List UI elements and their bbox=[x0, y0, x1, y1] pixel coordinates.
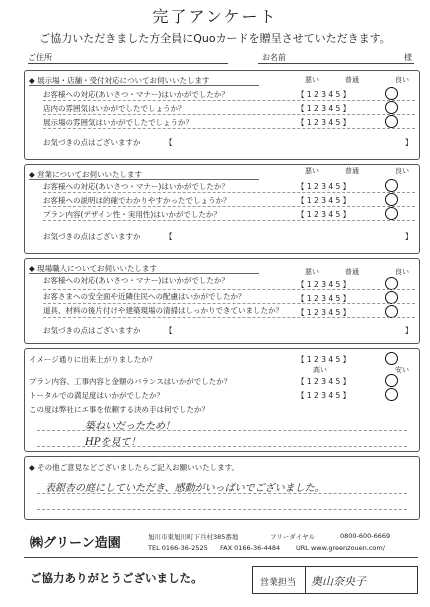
company-logo: ㈱グリーン造園 bbox=[30, 536, 121, 551]
section-showroom bbox=[24, 70, 420, 160]
rating-scale[interactable]: 【 1 2 3 4 5 】 bbox=[297, 90, 351, 99]
rating-selected-mark bbox=[385, 193, 398, 206]
question: この度は弊社にエ事を依頼する決め手は何でしたか？ bbox=[29, 405, 209, 414]
sales-rep-label: 営業担当 bbox=[260, 578, 297, 588]
section-heading: ◆ 営業についてお伺いいたします bbox=[29, 170, 143, 179]
scale-bad-label: 悪い bbox=[305, 76, 319, 84]
question: プラン内容、工事内容と金額のバランスはいかがでしたか？ bbox=[29, 377, 232, 386]
survey-title: 完了アンケート bbox=[152, 7, 278, 26]
handwritten-answer: HPを見て！ bbox=[85, 437, 141, 448]
scale-normal-label: 普通 bbox=[345, 268, 359, 276]
rating-scale[interactable]: 【 1 2 3 4 5 】 bbox=[297, 104, 351, 113]
question: 道具、材料の後片付けや建築現場の清掃はしっかりできていましたか？ bbox=[43, 306, 283, 315]
scale-good-label: 良い bbox=[395, 167, 409, 175]
rating-scale[interactable]: 【 1 2 3 4 5 】 bbox=[297, 391, 351, 400]
scale-normal-label: 普通 bbox=[345, 76, 359, 84]
scale-good-label: 良い bbox=[395, 76, 409, 84]
freedial-number: 0800-600-6669 bbox=[340, 532, 391, 540]
scale-bad-label: 悪い bbox=[305, 167, 319, 175]
address-line[interactable] bbox=[28, 63, 228, 64]
freedial-label: フリーダイヤル bbox=[270, 533, 316, 541]
tel-number: TEL 0166-36-2525 bbox=[148, 544, 208, 552]
fax-number: FAX 0166-36-4484 bbox=[220, 544, 281, 552]
rating-selected-mark bbox=[385, 179, 398, 192]
section-craftsmen bbox=[24, 258, 420, 344]
rating-selected-mark bbox=[385, 207, 398, 220]
rating-selected-mark bbox=[385, 101, 398, 114]
name-line[interactable] bbox=[258, 63, 414, 64]
rating-selected-mark bbox=[385, 352, 398, 365]
scale-normal-label: 普通 bbox=[345, 167, 359, 175]
question: お客さまへの安全面や近隣住民への配慮はいかがでしたか？ bbox=[43, 292, 246, 301]
remarks-bracket-close: 】 bbox=[405, 138, 413, 147]
thanks-message: ご協力ありがとうございました。 bbox=[30, 571, 203, 585]
question: プラン内容(デザイン性・実用性)はいかがでしたか？ bbox=[43, 210, 221, 219]
rating-scale[interactable]: 【 1 2 3 4 5 】 bbox=[297, 294, 351, 303]
remarks-bracket-open: 【 bbox=[165, 232, 173, 241]
rating-scale[interactable]: 【 1 2 3 4 5 】 bbox=[297, 355, 351, 364]
sales-rep-box bbox=[252, 566, 418, 594]
question: お客様への対応(あいさつ・マナー)はいかがでしたか？ bbox=[43, 182, 229, 191]
rating-scale[interactable]: 【 1 2 3 4 5 】 bbox=[297, 182, 351, 191]
section-heading: ◆ 現場職人についてお伺いいたします bbox=[29, 264, 158, 273]
question: お客様への対応(あいさつ・マナー)はいかがでしたか？ bbox=[43, 276, 229, 285]
name-label: お名前 bbox=[262, 53, 286, 62]
scale-good-label: 良い bbox=[395, 268, 409, 276]
rating-scale[interactable]: 【 1 2 3 4 5 】 bbox=[297, 377, 351, 386]
question: お客様への対応(あいさつ・マナー)はいかがでしたか？ bbox=[43, 90, 229, 99]
handwritten-answer: 築ねいだったため！ bbox=[85, 421, 175, 432]
question: 展示場の雰囲気はいかがでしたでしょうか？ bbox=[43, 118, 193, 127]
section-overall bbox=[24, 348, 420, 452]
section-heading: ◆ 展示場・店舗・受付対応についてお伺いいたします bbox=[29, 76, 210, 85]
question: イメージ通りに出来上がりましたか？ bbox=[29, 355, 157, 364]
sales-rep-name: 奥山奈央子 bbox=[311, 575, 366, 588]
question: 店内の雰囲気はいかがでしたでしょうか？ bbox=[43, 104, 186, 113]
address-label: ご住所 bbox=[28, 53, 52, 62]
remarks-bracket-open: 【 bbox=[165, 326, 173, 335]
question: お客様への説明は的確でわかりやすかったでしょうか？ bbox=[43, 196, 231, 205]
handwritten-comment: 表銀杏の庭にしていただき、感動がいっぱいでございました。 bbox=[45, 483, 325, 494]
section-sales bbox=[24, 164, 420, 254]
scale-high-label: 高い bbox=[313, 366, 327, 374]
rating-scale[interactable]: 【 1 2 3 4 5 】 bbox=[297, 196, 351, 205]
rating-scale[interactable]: 【 1 2 3 4 5 】 bbox=[297, 308, 351, 317]
section-heading: ◆ その他ご意見などございましたらご記入お願いいたします。 bbox=[29, 463, 240, 472]
rating-scale[interactable]: 【 1 2 3 4 5 】 bbox=[297, 118, 351, 127]
section-comments bbox=[24, 456, 420, 520]
scale-cheap-label: 安い bbox=[395, 366, 409, 374]
rating-scale[interactable]: 【 1 2 3 4 5 】 bbox=[297, 280, 351, 289]
company-address: 旭川市東旭川町下兵村385番地 bbox=[148, 533, 239, 541]
question: トータルでの満足度はいかがでしたか？ bbox=[29, 391, 164, 400]
rating-scale[interactable]: 【 1 2 3 4 5 】 bbox=[297, 210, 351, 219]
remarks-bracket-open: 【 bbox=[165, 138, 173, 147]
scale-bad-label: 悪い bbox=[305, 268, 319, 276]
survey-subtitle: ご協力いただきました方全員にQuoカードを贈呈させていただきます。 bbox=[39, 32, 391, 45]
rating-selected-mark bbox=[385, 374, 398, 387]
remarks-bracket-close: 】 bbox=[405, 232, 413, 241]
honorific: 様 bbox=[404, 53, 412, 62]
remarks-label: お気づきの点はございますか bbox=[43, 232, 141, 241]
website-url[interactable]: URL www.greenzouen.com/ bbox=[296, 544, 385, 552]
rating-selected-mark bbox=[385, 115, 398, 128]
rating-selected-mark bbox=[385, 388, 398, 401]
remarks-bracket-close: 】 bbox=[405, 326, 413, 335]
remarks-label: お気づきの点はございますか bbox=[43, 326, 141, 335]
remarks-label: お気づきの点はございますか bbox=[43, 138, 141, 147]
rating-selected-mark bbox=[385, 87, 398, 100]
